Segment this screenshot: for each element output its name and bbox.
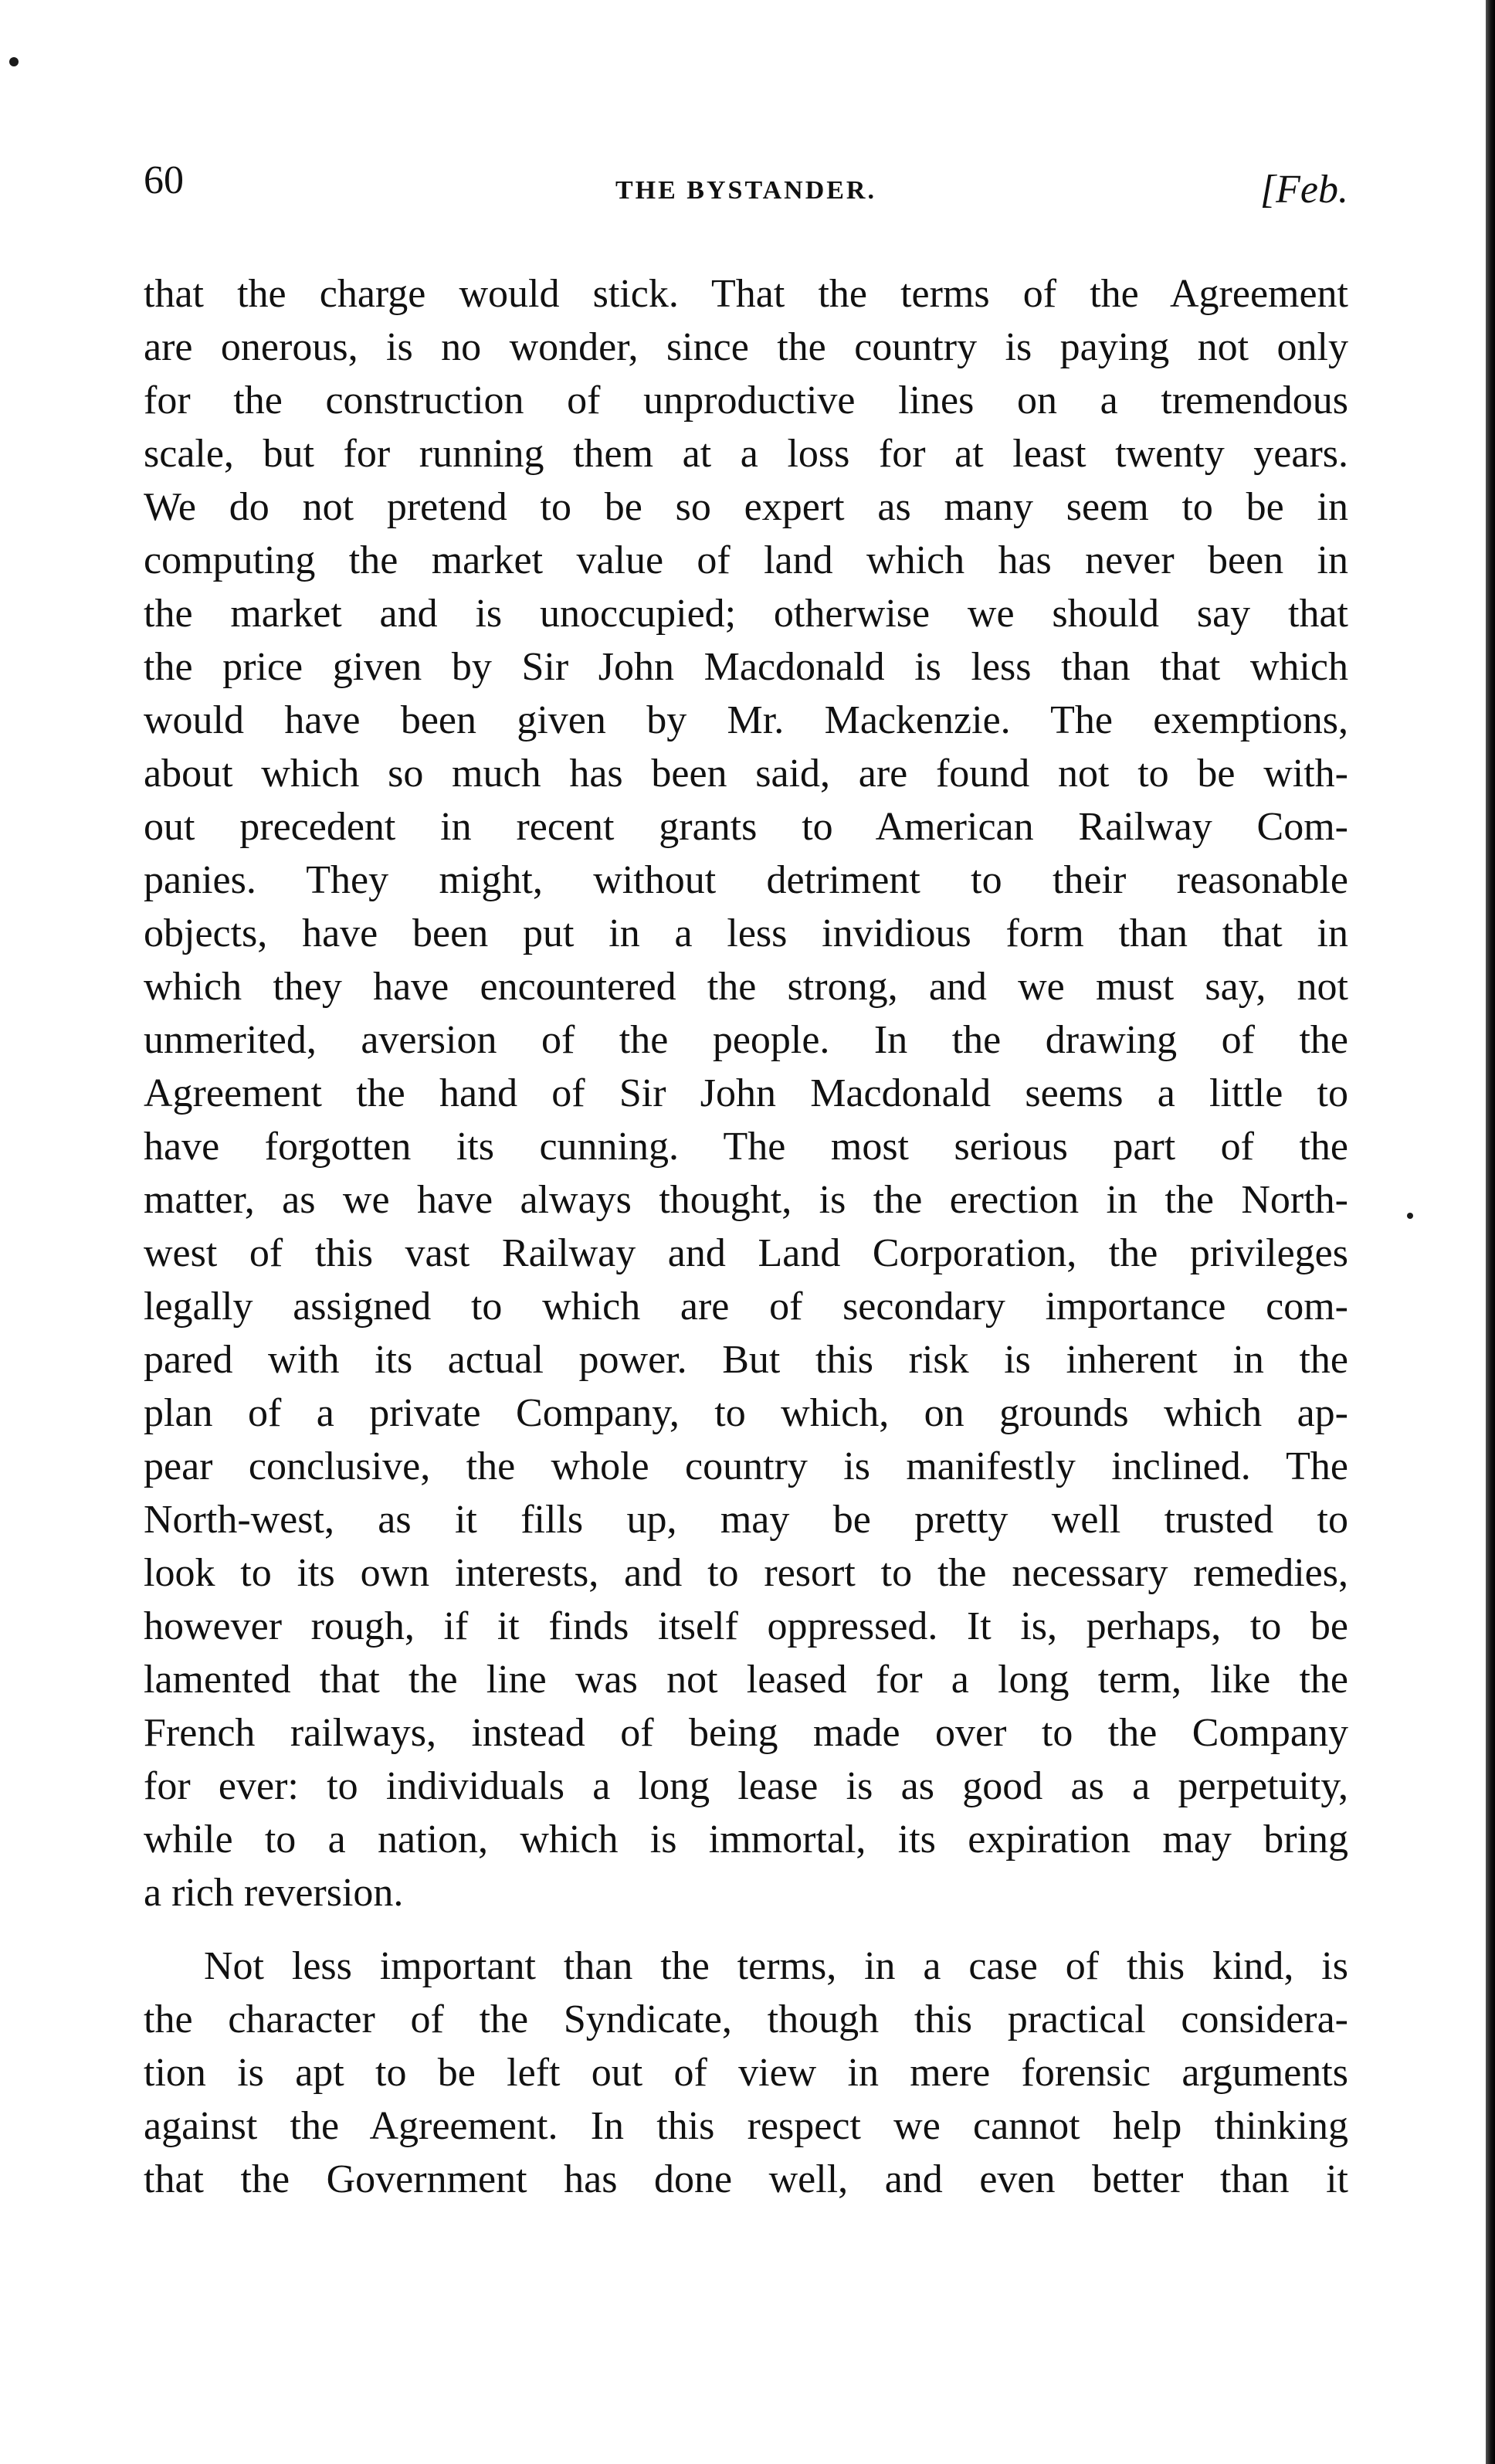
text-line: objects, have been put in a less invidious form than that in — [144, 911, 1348, 955]
text-line: that the charge would stick. That the terms of the Agreement — [144, 272, 1348, 316]
text-line: Agreement the hand of Sir John Macdonald seems a little to — [144, 1071, 1348, 1115]
text-line: panies. They might, without detriment to their reasonable — [144, 858, 1348, 902]
text-line: out precedent in recent grants to American Railway Com- — [144, 805, 1348, 849]
text-line: plan of a private Company, to which, on grounds which ap- — [144, 1391, 1348, 1435]
scan-speck — [1407, 1213, 1413, 1219]
text-line: the character of the Syndicate, though this practical considera- — [144, 1997, 1348, 2041]
text-line: a rich reversion. — [144, 1871, 404, 1915]
text-line: scale, but for running them at a loss for at least twenty years. — [144, 432, 1348, 476]
text-line: tion is apt to be left out of view in mere forensic arguments — [144, 2051, 1348, 2095]
text-line: for the construction of unproductive lines on a tremendous — [144, 378, 1348, 423]
text-line: lamented that the line was not leased for a long term, like the — [144, 1658, 1348, 1702]
text-line: would have been given by Mr. Mackenzie. The exemptions, — [144, 698, 1348, 742]
text-line: pear conclusive, the whole country is manifestly inclined. The — [144, 1444, 1348, 1488]
text-line: legally assigned to which are of secondary importance com- — [144, 1285, 1348, 1329]
text-line: however rough, if it finds itself oppressed. It is, perhaps, to be — [144, 1604, 1348, 1648]
journal-title: THE BYSTANDER. — [615, 176, 876, 205]
text-line: which they have encountered the strong, and we must say, not — [144, 965, 1348, 1009]
text-line: while to a nation, which is immortal, its expiration may bring — [144, 1817, 1348, 1862]
running-head — [144, 158, 1348, 219]
text-line: about which so much has been said, are found not to be with- — [144, 752, 1348, 796]
text-line: against the Agreement. In this respect we cannot help thinking — [144, 2104, 1348, 2148]
body-text — [144, 267, 1348, 2206]
text-line: French railways, instead of being made over to the Company — [144, 1711, 1348, 1755]
text-line: computing the market value of land which has never been in — [144, 538, 1348, 582]
text-line: have forgotten its cunning. The most serious part of the — [144, 1125, 1348, 1169]
scan-speck — [9, 57, 19, 66]
text-line: are onerous, is no wonder, since the country is paying not only — [144, 325, 1348, 369]
text-line: North-west, as it fills up, may be pretty well trusted to — [144, 1498, 1348, 1542]
text-line: We do not pretend to be so expert as many seem to be in — [144, 485, 1348, 529]
running-head-date: [Feb. — [1259, 168, 1348, 212]
text-line: unmerited, aversion of the people. In the drawing of the — [144, 1018, 1348, 1062]
paragraph — [144, 1940, 1348, 2206]
text-line: look to its own interests, and to resort to the necessary remedies, — [144, 1551, 1348, 1595]
text-line: matter, as we have always thought, is the erection in the North- — [144, 1178, 1348, 1222]
paragraph — [144, 267, 1348, 1919]
page-number: 60 — [144, 158, 184, 202]
text-line: pared with its actual power. But this risk is inherent in the — [144, 1338, 1348, 1382]
scan-edge — [1486, 0, 1495, 2464]
text-line: that the Government has done well, and even better than it — [144, 2157, 1348, 2201]
text-line: west of this vast Railway and Land Corporation, the privileges — [144, 1231, 1348, 1275]
text-line: for ever: to individuals a long lease is as good as a perpetuity, — [144, 1764, 1348, 1808]
text-line: the market and is unoccupied; otherwise we should say that — [144, 592, 1348, 636]
text-line: the price given by Sir John Macdonald is less than that which — [144, 645, 1348, 689]
text-line: Not less important than the terms, in a case of this kind, is — [204, 1944, 1348, 1988]
